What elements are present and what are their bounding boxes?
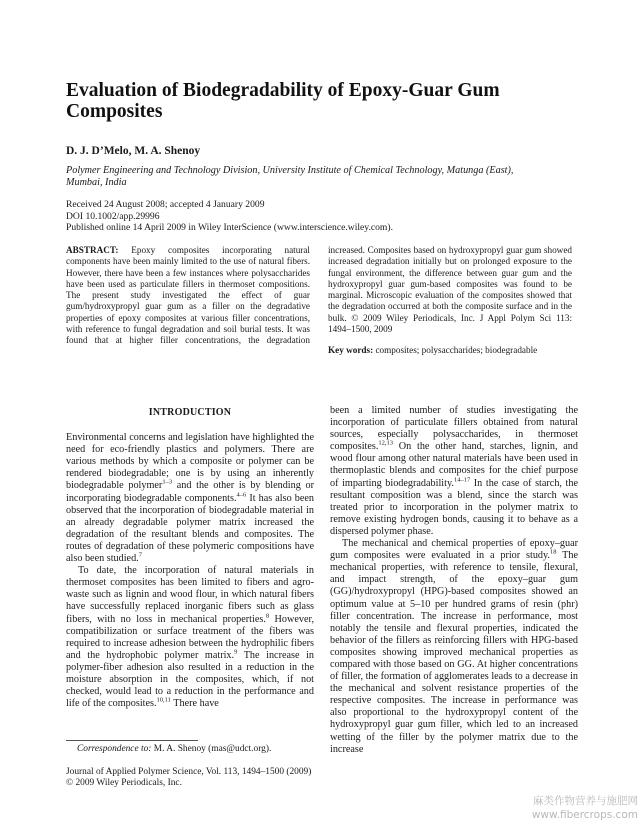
correspondence-note xyxy=(77,744,317,754)
received-date: Received 24 August 2008; accepted 4 January 2009 xyxy=(66,199,265,210)
citation-ref: 10,11 xyxy=(156,696,171,704)
intro-paragraph-2 xyxy=(66,565,314,710)
abstract-label: ABSTRACT: xyxy=(66,245,119,255)
citation-ref: 1–3 xyxy=(162,479,173,487)
correspondence-label: Correspondence to: xyxy=(77,744,152,754)
paragraph-text: There have xyxy=(170,698,219,710)
paper-title: Evaluation of Biodegradability of Epoxy-Guar Gum Composites xyxy=(66,80,500,122)
intro-paragraph-3 xyxy=(330,538,578,756)
doi: DOI 10.1002/app.29996 xyxy=(66,210,160,222)
footnote-rule xyxy=(66,740,198,741)
abstract xyxy=(66,245,572,357)
watermark-site-name: 麻类作物营养与施肥网 xyxy=(533,795,638,807)
paragraph-text: However, compatibilization or surface treatment of the fibers was required to increase adhesion between the hydrophilic fibers and the hydrophobic polymer matrix. xyxy=(66,613,314,661)
published-online: Published online 14 April 2009 in Wiley InterScience (www.interscience.wiley.com). xyxy=(66,222,393,233)
paragraph-text: In the case of starch, the resultant composition was a blend, since the starch was treated prior to incorporation in the polymer matrix to remove existing hydrogen bonds, causing it to behave as a dispersed polymer phase. xyxy=(330,477,579,537)
journal-info xyxy=(66,767,326,789)
abstract-text: Epoxy composites incorporating natural components have been mainly limited to the use of natural fibers. However, there have been a few instances where polysaccharides have been used as particulate fillers in thermoset compositions. The present study investigated the effect of guar gum/hydroxypropyl guar gum as a filler on the degradative properties of epoxy composites at various filler concentrations, with reference to fungal degradation and soil burial tests. It was found that at higher filler concentrations, the degradation increased. Composites based on hydroxypropyl guar gum showed increased degradation initially but on prolonged exposure to the fungal environment, the difference between guar gum and the hydroxypropyl guar gum-based composites was found to be marginal. Microscopic evaluation of the composites showed that the degradation occurred at both the composite surface and in the bulk. xyxy=(66,245,572,346)
intro-paragraph-2-continued xyxy=(330,405,578,538)
citation-ref: 14–17 xyxy=(453,476,471,484)
citation-ref: 8 xyxy=(265,612,270,620)
body-column-left xyxy=(66,405,314,710)
watermark-url: www.fibercrops.com xyxy=(531,809,638,821)
affiliation: Polymer Engineering and Technology Division, University Institute of Chemical Technology, Matunga (East), Mumbai, India xyxy=(66,165,514,188)
paragraph-text: been a limited number of studies investigating the incorporation of particulate fillers obtained from natural sources, especially polysaccharides, in thermoset composites. xyxy=(330,405,578,453)
paragraph-text: It has also been observed that the incorporation of biodegradable material in an already degradable polymer matrix increased the degradation of the resultant blends and composites. The routes of degradation of these polymeric compositions have also been studied. xyxy=(66,492,314,565)
citation-ref: 12,13 xyxy=(378,439,394,447)
intro-paragraph-1 xyxy=(66,432,314,565)
citation-ref: 7 xyxy=(138,551,142,559)
citation-ref: 4–6 xyxy=(236,491,247,499)
section-heading-introduction: INTRODUCTION xyxy=(148,407,232,418)
keywords xyxy=(328,345,572,356)
paragraph-text: On the other hand, starches, lignin, and wood flour among other natural materials have been used in thermoplastic blends and composites for the chief purpose of imparting biodegradability. xyxy=(330,441,578,489)
journal-copyright: © 2009 Wiley Periodicals, Inc. xyxy=(66,778,182,789)
watermark xyxy=(478,794,638,822)
author-list: D. J. D’Melo, M. A. Shenoy xyxy=(66,145,201,157)
publication-dates xyxy=(66,199,546,234)
paragraph-text: To date, the incorporation of natural materials in thermoset composites has been limited to fibers and agro-waste such as lignin and wood flour, in which natural fibers have successfully replaced inorganic fibers such as glass fibers, with no loss in mechanical properties. xyxy=(66,565,314,625)
paragraph-text: The mechanical and chemical properties of epoxy–guar gum composites were evaluated in a prior study. xyxy=(330,538,578,562)
paragraph-text: The increase in polymer-fiber adhesion also resulted in a reduction in the moisture absorption in the composites, which, if not checked, would lead to a reduction in the performance and life of the composites. xyxy=(66,649,314,710)
correspondence-text: M. A. Shenoy (mas@udct.org). xyxy=(153,744,272,754)
journal-citation: Journal of Applied Polymer Science, Vol. 113, 1494–1500 (2009) xyxy=(66,767,312,777)
paragraph-text: and the other is by blending or incorporating biodegradable components. xyxy=(66,480,314,504)
citation-ref: 18 xyxy=(549,548,557,556)
paragraph-text: Environmental concerns and legislation have highlighted the need for eco-friendly plastics and polymers. There are various methods by which a composite or polymer can be rendered biodegradable; one is by using an inherently biodegradable polymer xyxy=(66,432,314,492)
citation-ref: 9 xyxy=(234,648,238,656)
keywords-label: Key words: xyxy=(328,345,374,356)
body-column-right xyxy=(330,405,578,756)
paragraph-text: The mechanical properties, with reference to tensile, flexural, and impact strength, of the epoxy–guar gum (GG)/hydroxypropyl (HPG)-based composites showed an optimum value at 5–10 per hundred grams of resin (phr) filler concentration. The increase in performance, most notably the tensile and flexural properties, indicated the behavior of the fillers as reinforcing fillers with HPG-based composites showing improved mechanical properties as compared with those based on GG. At higher concentrations of filler, the formation of agglomerates leads to a decrease in the mechanical and solvent resistance properties of the respective composites. The increase in performance was also proportional to the hydroxypropyl content of the hydroxypropyl guar gum filler, which led to an increased wetting of the filler by the polymer matrix due to the increase xyxy=(330,550,578,755)
abstract-copyright: © 2009 Wiley Periodicals, Inc. J Appl Polym Sci 113: 1494–1500, 2009 xyxy=(328,312,572,335)
keywords-text: composites; polysaccharides; biodegradable xyxy=(375,345,538,356)
abstract-body xyxy=(66,245,572,357)
